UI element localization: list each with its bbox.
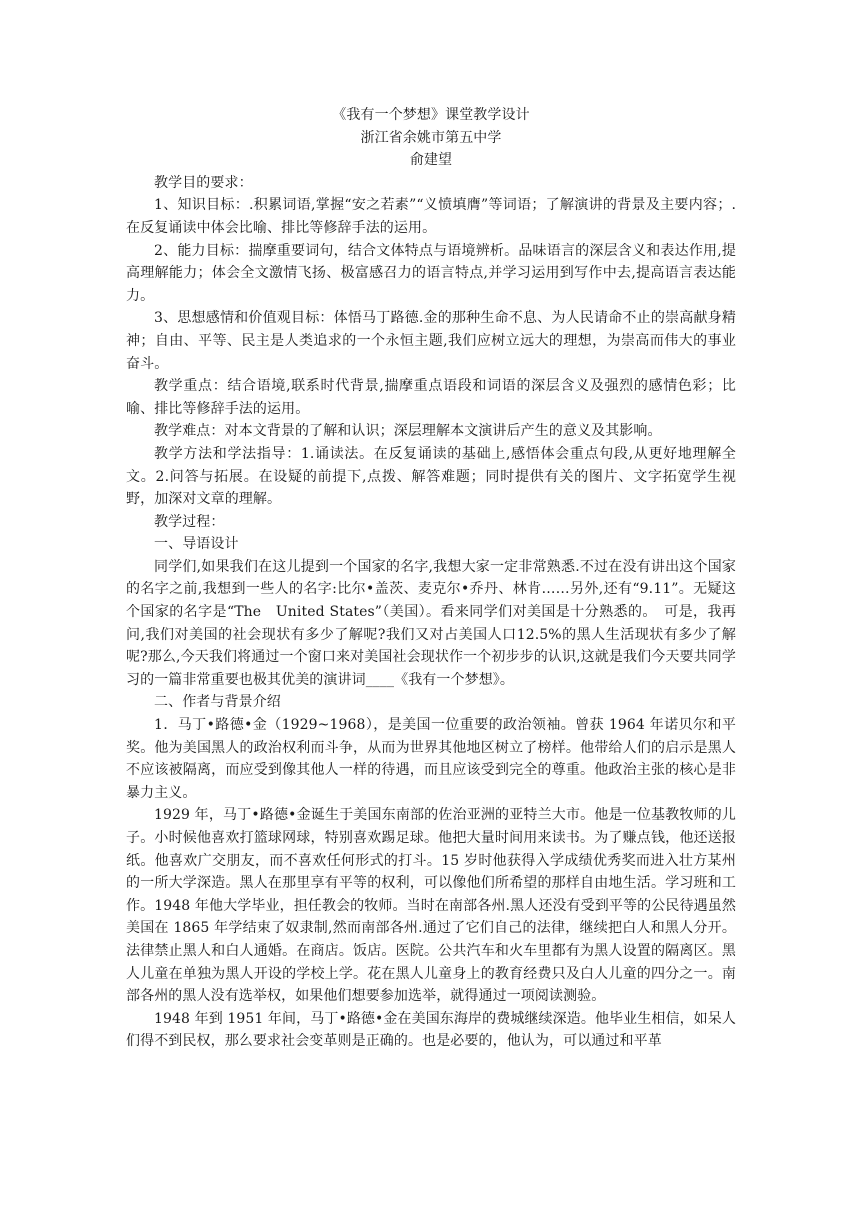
heading-introduction: 一、导语设计	[154, 536, 239, 553]
heading-teaching-objectives: 教学目的要求：	[154, 174, 253, 191]
paragraph-further-study: 1948 年到 1951 年间，马丁•路德•金在美国东海岸的费城继续深造。他毕业生相信，如呆人们得不到民权，那么要求社会变革则是正确的。也是必要的，他认为，可以通过和平革	[126, 1010, 736, 1050]
paragraph-key-points: 教学重点：结合语境,联系时代背景,揣摩重点语段和词语的深层含义及强烈的感情色彩；比喻、排比等修辞手法的运用。	[126, 378, 736, 417]
author-name: 俞建望	[409, 152, 453, 169]
paragraph-introduction: 同学们,如果我们在这儿提到一个国家的名字,我想大家一定非常熟悉.不过在没有讲出这个国家的名字之前,我想到一些人的名字:比尔•盖茨、麦克尔•乔丹、林肯……另外,还有“9.11”。无疑这个国家的名字是“The United States”（美国）。看来同学们对美国是十分熟悉的。 可是，我再问,我们对美国的社会现状有多少了解呢?我们又对占美国人口12.5%的黑人生活现状有多少了解呢?那么,今天我们将通过一个窗口来对美国社会现状作一个初步步的认识,这就是我们今天要共同学习的一篇非常重要也极其优美的演讲词____《我有一个梦想》。	[126, 558, 736, 688]
document-body	[126, 104, 736, 1053]
paragraph-methods: 教学方法和学法指导：1.诵读法。在反复诵读的基础上,感悟体会重点句段,从更好地理解全文。2.问答与拓展。在设疑的前提下,点拨、解答难题；同时提供有关的图片、文字拓宽学生视野，加深对文章的理解。	[126, 445, 736, 508]
paragraph-values-objective: 3、思想感情和价值观目标：体悟马丁路德.金的那种生命不息、为人民请命不止的崇高献身精神；自由、平等、民主是人类追求的一个永恒主题,我们应树立远大的理想，为崇高而伟大的事业奋斗。	[126, 310, 736, 372]
heading-teaching-process: 教学过程：	[154, 513, 225, 530]
paragraph-difficulties: 教学难点：对本文背景的了解和认识；深层理解本文演讲后产生的意义及其影响。	[154, 423, 662, 440]
paragraph-knowledge-objective: 1、知识目标：.积累词语,掌握“安之若素”“义愤填膺”等词语；了解演讲的背景及主要内容；.在反复诵读中体会比喻、排比等修辞手法的运用。	[126, 197, 736, 236]
paragraph-early-life: 1929 年，马丁•路德•金诞生于美国东南部的佐治亚洲的亚特兰大市。他是一位基教牧师的儿子。小时候他喜欢打篮球网球，特别喜欢踢足球。他把大量时间用来读书。为了赚点钱，他还送报纸。他喜欢广交朋友，而不喜欢任何形式的打斗。15 岁时他获得入学成绩优秀奖而进入壮方某州的一所大学深造。黑人在那里享有平等的权利，可以像他们所希望的那样自由地生活。学习班和工作。1948 年他大学毕业，担任教会的牧师。当时在南部各州.黑人还没有受到平等的公民待遇虽然美国在 1865 年学结束了奴隶制,然而南部各州.通过了它们自己的法律，继续把白人和黑人分开。法律禁止黑人和白人通婚。在商店。饭店。医院。公共汽车和火车里都有为黑人设置的隔离区。黑人儿童在单独为黑人开设的学校上学。花在黑人儿童身上的教育经费只及白人儿童的四分之一。南部各州的黑人没有选举权，如果他们想要参加选举，就得通过一项阅读测验。	[126, 807, 736, 1005]
school-name: 浙江省余姚市第五中学	[360, 129, 502, 146]
paragraph-author-intro: 1．马丁•路德•金（1929~1968），是美国一位重要的政治领袖。曾获 1964 年诺贝尔和平奖。他为美国黑人的政治权利而斗争，从而为世界其他地区树立了榜样。他带给人们的启示是黑人不应该被隔离，而应受到像其他人一样的待遇，而且应该受到完全的尊重。他政治主张的核心是非暴力主义。	[126, 717, 736, 801]
heading-author-background: 二、作者与背景介绍	[154, 694, 281, 711]
document-title: 《我有一个梦想》课堂教学设计	[332, 107, 530, 123]
paragraph-ability-objective: 2、能力目标：揣摩重要词句，结合文体特点与语境辨析。品味语言的深层含义和表达作用,提高理解能力；体会全文激情飞扬、极富感召力的语言特点,并学习运用到写作中去,提高语言表达能力。	[126, 242, 736, 304]
